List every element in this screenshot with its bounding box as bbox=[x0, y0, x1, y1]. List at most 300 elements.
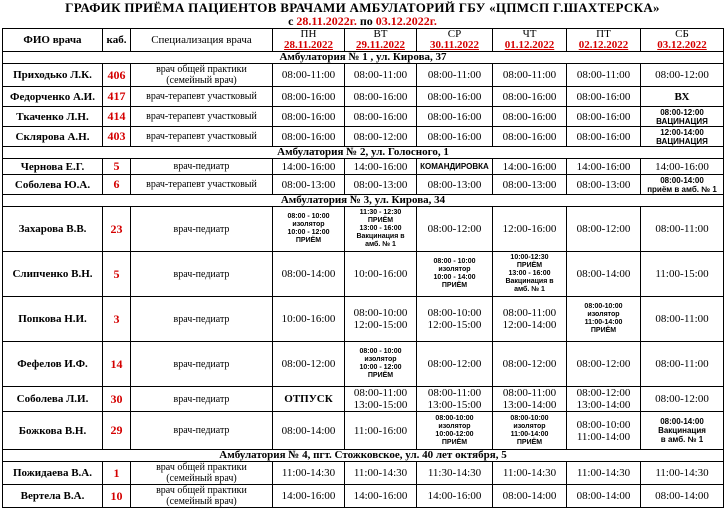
schedule-cell-5 bbox=[641, 462, 724, 485]
schedule-cell-0 bbox=[273, 159, 345, 175]
schedule-line: 11:30 - 12:30 bbox=[359, 209, 402, 216]
doctor-name: Склярова А.Н. bbox=[3, 127, 103, 147]
schedule-line: амб. № 1 bbox=[514, 286, 545, 293]
schedule-header bbox=[0, 0, 725, 28]
specialization-line: врач-терапевт участковый bbox=[146, 131, 257, 142]
schedule-cell-2 bbox=[417, 252, 493, 297]
schedule-time: 08:00-14:00 bbox=[281, 424, 336, 437]
schedule-line: изолятор bbox=[292, 221, 325, 228]
schedule-cell-3 bbox=[493, 127, 567, 147]
schedule-time: 08:00-14:00 bbox=[576, 268, 631, 280]
schedule-cell-4 bbox=[567, 387, 641, 412]
schedule-cell-4 bbox=[567, 297, 641, 342]
doctor-name: Божкова В.Н. bbox=[3, 412, 103, 450]
schedule-line: 13:00-15:00 bbox=[427, 399, 482, 411]
schedule-time: 11:00-14:30 bbox=[353, 467, 408, 479]
schedule-cell-1 bbox=[345, 252, 417, 297]
schedule-time: 08:00-11:00 bbox=[427, 69, 482, 81]
schedule-line: изолятор bbox=[438, 266, 471, 273]
section-row bbox=[3, 147, 724, 159]
schedule-time: 08:00-11:00 bbox=[655, 223, 709, 235]
schedule-cell-2 bbox=[417, 412, 493, 450]
schedule-cell-5 bbox=[641, 175, 724, 195]
schedule-cell-4 bbox=[567, 342, 641, 387]
specialization bbox=[131, 462, 273, 485]
doctor-name: Приходько Л.К. bbox=[3, 64, 103, 87]
doctor-row bbox=[3, 412, 724, 450]
schedule-time: 11:00-14:30 bbox=[576, 467, 631, 479]
doctor-name: Ткаченко Л.Н. bbox=[3, 107, 103, 127]
schedule-cell-1 bbox=[345, 207, 417, 252]
schedule-time: 14:00-16:00 bbox=[655, 160, 709, 173]
schedule-cell-3 bbox=[493, 387, 567, 412]
schedule-cell-2 bbox=[417, 175, 493, 195]
schedule-time: 08:00-13:00 bbox=[502, 178, 557, 191]
doctor-row bbox=[3, 485, 724, 508]
schedule-time: 08:00-16:00 bbox=[576, 110, 631, 123]
schedule-cell-4 bbox=[567, 462, 641, 485]
doctor-name: Фефелов И.Ф. bbox=[3, 342, 103, 387]
specialization bbox=[131, 412, 273, 450]
cabinet-number: 30 bbox=[103, 387, 131, 412]
schedule-cell-3 bbox=[493, 175, 567, 195]
schedule-time: 14:00-16:00 bbox=[281, 160, 336, 173]
schedule-time: 08:00-12:00 bbox=[576, 358, 631, 370]
schedule-cell-2 bbox=[417, 207, 493, 252]
schedule-cell-5 bbox=[641, 342, 724, 387]
schedule-line: 08:00-14:00 bbox=[660, 417, 704, 426]
schedule-cell-3 bbox=[493, 87, 567, 107]
schedule-time: ОТПУСК bbox=[284, 393, 333, 405]
doctor-name: Чернова Е.Г. bbox=[3, 159, 103, 175]
section-title: Амбулатория № 4, пгт. Стожковское, ул. 40 лет октября, 5 bbox=[3, 450, 724, 462]
cabinet-number: 414 bbox=[103, 107, 131, 127]
schedule-time: 08:00-16:00 bbox=[281, 90, 336, 103]
schedule-cell-4 bbox=[567, 127, 641, 147]
schedule-time: 08:00-13:00 bbox=[281, 178, 336, 191]
header-fio: ФИО врача bbox=[3, 29, 103, 52]
specialization-line: врач-педиатр bbox=[173, 161, 230, 172]
schedule-cell-1 bbox=[345, 462, 417, 485]
schedule-time: 08:00-16:00 bbox=[427, 130, 482, 143]
header-day-3: ЧТ 01.12.2022 bbox=[493, 29, 567, 52]
schedule-time: 08:00-11:00 bbox=[655, 313, 709, 325]
period-to: 03.12.2022г. bbox=[375, 14, 437, 28]
schedule-time: 08:00-16:00 bbox=[502, 130, 557, 143]
specialization-line: (семейный врач) bbox=[166, 496, 237, 507]
schedule-line: ПРИЁМ bbox=[516, 262, 543, 269]
schedule-line: 08:00-11:00 bbox=[353, 387, 408, 399]
schedule-cell-5 bbox=[641, 387, 724, 412]
schedule-line: 08:00-10:00 bbox=[510, 414, 549, 422]
header-cab: каб. bbox=[103, 29, 131, 52]
schedule-time: 08:00-11:00 bbox=[655, 358, 709, 370]
schedule-line: 08:00-10:00 bbox=[584, 303, 623, 310]
schedule-cell-5 bbox=[641, 207, 724, 252]
specialization-line: врач-терапевт участковый bbox=[146, 179, 257, 190]
schedule-cell-4 bbox=[567, 175, 641, 195]
schedule-cell-0 bbox=[273, 297, 345, 342]
cabinet-number: 10 bbox=[103, 485, 131, 508]
doctor-row bbox=[3, 462, 724, 485]
specialization-line: врач-педиатр bbox=[173, 425, 230, 436]
cabinet-number: 406 bbox=[103, 64, 131, 87]
specialization-line: (семейный врач) bbox=[166, 75, 237, 86]
schedule-cell-3 bbox=[493, 159, 567, 175]
schedule-cell-2 bbox=[417, 342, 493, 387]
schedule-time: 08:00-16:00 bbox=[427, 90, 482, 103]
schedule-time: 08:00-12:00 bbox=[655, 393, 709, 405]
doctor-row bbox=[3, 252, 724, 297]
schedule-line: 13:00 - 16:00 bbox=[359, 225, 402, 232]
schedule-line: 10:00 - 14:00 bbox=[433, 274, 476, 281]
schedule-cell-4 bbox=[567, 159, 641, 175]
schedule-cell-3 bbox=[493, 462, 567, 485]
schedule-line: ПРИЁМ bbox=[295, 237, 322, 244]
doctor-row bbox=[3, 342, 724, 387]
schedule-line: 10:00-12:00 bbox=[435, 430, 474, 438]
schedule-line: ПРИЁМ bbox=[367, 372, 394, 379]
schedule-line: 08:00-11:00 bbox=[502, 387, 557, 399]
schedule-time: 08:00-12:00 bbox=[281, 358, 336, 370]
schedule-time: 08:00-13:00 bbox=[576, 178, 631, 191]
specialization-line: врач-педиатр bbox=[173, 268, 230, 280]
cabinet-number: 23 bbox=[103, 207, 131, 252]
specialization bbox=[131, 342, 273, 387]
schedule-line: приём в амб. № 1 bbox=[647, 184, 717, 194]
schedule-cell-1 bbox=[345, 87, 417, 107]
specialization-line: врач общей практики bbox=[156, 462, 247, 473]
schedule-time: КОМАНДИРОВКА bbox=[420, 162, 489, 171]
schedule-cell-4 bbox=[567, 207, 641, 252]
schedule-line: Вакцинация bbox=[658, 426, 706, 435]
header-row bbox=[3, 29, 724, 52]
schedule-line: 08:00-14:00 bbox=[660, 175, 704, 185]
schedule-time: 08:00-12:00 bbox=[427, 223, 482, 235]
schedule-line: 13:00-14:00 bbox=[502, 399, 557, 411]
schedule-time: 08:00-11:00 bbox=[281, 69, 336, 81]
doctor-name: Захарова В.В. bbox=[3, 207, 103, 252]
schedule-cell-0 bbox=[273, 175, 345, 195]
schedule-cell-5 bbox=[641, 485, 724, 508]
specialization bbox=[131, 207, 273, 252]
schedule-time: 08:00-11:00 bbox=[576, 69, 631, 81]
schedule-cell-2 bbox=[417, 107, 493, 127]
specialization-line: (семейный врач) bbox=[166, 473, 237, 484]
schedule-time: 10:00-16:00 bbox=[281, 313, 336, 325]
schedule-cell-1 bbox=[345, 342, 417, 387]
schedule-line: изолятор bbox=[364, 356, 397, 363]
schedule-cell-2 bbox=[417, 87, 493, 107]
schedule-cell-0 bbox=[273, 387, 345, 412]
period-line bbox=[0, 15, 725, 28]
schedule-cell-1 bbox=[345, 297, 417, 342]
schedule-time: 10:00-16:00 bbox=[353, 268, 408, 280]
specialization-line: врач-терапевт участковый bbox=[146, 91, 257, 102]
specialization bbox=[131, 159, 273, 175]
schedule-cell-5 bbox=[641, 107, 724, 127]
schedule-line: 08:00-12:00 bbox=[576, 387, 631, 399]
doctor-name: Соболева Ю.А. bbox=[3, 175, 103, 195]
schedule-line: 12:00-14:00 bbox=[660, 127, 704, 137]
schedule-cell-1 bbox=[345, 485, 417, 508]
schedule-line: 10:00 - 12:00 bbox=[287, 229, 330, 236]
specialization-line: врач общей практики bbox=[156, 64, 247, 75]
specialization bbox=[131, 297, 273, 342]
section-title: Амбулатория № 3, ул. Кирова, 34 bbox=[3, 195, 724, 207]
schedule-cell-5 bbox=[641, 87, 724, 107]
schedule-line: 11:00-14:00 bbox=[576, 430, 631, 443]
schedule-time: 08:00-12:00 bbox=[655, 69, 709, 81]
schedule-time: 08:00-16:00 bbox=[427, 110, 482, 123]
schedule-line: ПРИЁМ bbox=[367, 217, 394, 224]
schedule-cell-2 bbox=[417, 485, 493, 508]
schedule-cell-0 bbox=[273, 207, 345, 252]
schedule-time: 08:00-16:00 bbox=[353, 90, 408, 103]
schedule-line: ПРИЁМ bbox=[441, 282, 468, 289]
schedule-cell-4 bbox=[567, 252, 641, 297]
schedule-cell-2 bbox=[417, 297, 493, 342]
schedule-cell-3 bbox=[493, 297, 567, 342]
header-day-2: СР 30.11.2022 bbox=[417, 29, 493, 52]
schedule-cell-1 bbox=[345, 107, 417, 127]
header-day-4: ПТ 02.12.2022 bbox=[567, 29, 641, 52]
schedule-cell-5 bbox=[641, 64, 724, 87]
schedule-cell-4 bbox=[567, 485, 641, 508]
schedule-line: 10:00-12:30 bbox=[510, 254, 549, 261]
schedule-line: 08:00-11:00 bbox=[502, 307, 557, 319]
schedule-line: 13:00-15:00 bbox=[353, 399, 408, 411]
schedule-time: 11:00-14:30 bbox=[502, 467, 557, 479]
section-row bbox=[3, 52, 724, 64]
specialization bbox=[131, 252, 273, 297]
schedule-time: 08:00-13:00 bbox=[427, 178, 482, 191]
schedule-cell-1 bbox=[345, 127, 417, 147]
schedule-time: 08:00-13:00 bbox=[353, 178, 408, 191]
cabinet-number: 6 bbox=[103, 175, 131, 195]
cabinet-number: 1 bbox=[103, 462, 131, 485]
schedule-line: 12:00-14:00 bbox=[502, 319, 557, 331]
schedule-time: 11:00-16:00 bbox=[353, 424, 408, 437]
schedule-cell-4 bbox=[567, 107, 641, 127]
schedule-cell-0 bbox=[273, 127, 345, 147]
specialization-line: врач-педиатр bbox=[173, 313, 230, 325]
schedule-cell-5 bbox=[641, 127, 724, 147]
schedule-line: 08:00 - 10:00 bbox=[359, 348, 402, 355]
schedule-time: 14:00-16:00 bbox=[353, 490, 408, 502]
header-spec: Специализация врача bbox=[131, 29, 273, 52]
cabinet-number: 14 bbox=[103, 342, 131, 387]
doctor-name: Вертела В.А. bbox=[3, 485, 103, 508]
doctor-row bbox=[3, 64, 724, 87]
period-to-label: по bbox=[359, 14, 373, 28]
schedule-line: изолятор bbox=[587, 311, 620, 318]
schedule-cell-0 bbox=[273, 252, 345, 297]
specialization-line: врач-педиатр bbox=[173, 358, 230, 370]
header-day-5: СБ 03.12.2022 bbox=[641, 29, 724, 52]
schedule-cell-3 bbox=[493, 207, 567, 252]
schedule-body bbox=[3, 52, 724, 508]
schedule-time: 14:00-16:00 bbox=[427, 490, 482, 502]
schedule-line: Вакцинация в bbox=[356, 233, 405, 240]
doctor-row bbox=[3, 107, 724, 127]
period-from-label: с bbox=[288, 14, 294, 28]
specialization bbox=[131, 87, 273, 107]
schedule-line: ПРИЁМ bbox=[441, 438, 468, 446]
schedule-line: 11:00-14:00 bbox=[584, 319, 623, 326]
doctor-name: Федорченко А.И. bbox=[3, 87, 103, 107]
specialization bbox=[131, 485, 273, 508]
section-row bbox=[3, 450, 724, 462]
schedule-time: 08:00-16:00 bbox=[502, 90, 557, 103]
schedule-line: 08:00-10:00 bbox=[576, 418, 631, 431]
schedule-line: изолятор bbox=[438, 422, 471, 430]
schedule-time: 08:00-16:00 bbox=[281, 130, 336, 143]
schedule-line: 08:00 - 10:00 bbox=[287, 213, 330, 220]
schedule-cell-5 bbox=[641, 297, 724, 342]
schedule-time: 08:00-16:00 bbox=[576, 130, 631, 143]
schedule-time: 14:00-16:00 bbox=[502, 160, 557, 173]
schedule-time: 11:00-14:30 bbox=[281, 467, 336, 479]
schedule-cell-2 bbox=[417, 387, 493, 412]
page-title: ГРАФИК ПРИЁМА ПАЦИЕНТОВ ВРАЧАМИ АМБУЛАТОРИЙ ГБУ «ЦПМСП Г.ШАХТЕРСКА» bbox=[65, 0, 660, 15]
schedule-cell-1 bbox=[345, 387, 417, 412]
schedule-time: 08:00-14:00 bbox=[655, 490, 709, 502]
schedule-time: 08:00-16:00 bbox=[353, 110, 408, 123]
schedule-cell-2 bbox=[417, 64, 493, 87]
schedule-cell-0 bbox=[273, 412, 345, 450]
doctor-row bbox=[3, 297, 724, 342]
schedule-line: 08:00 - 10:00 bbox=[433, 258, 476, 265]
cabinet-number: 5 bbox=[103, 252, 131, 297]
doctor-name: Попкова Н.И. bbox=[3, 297, 103, 342]
schedule-cell-2 bbox=[417, 159, 493, 175]
schedule-time: 11:30-14:30 bbox=[427, 467, 482, 479]
schedule-cell-3 bbox=[493, 342, 567, 387]
doctor-name: Соболева Л.И. bbox=[3, 387, 103, 412]
schedule-cell-4 bbox=[567, 87, 641, 107]
schedule-cell-0 bbox=[273, 485, 345, 508]
schedule-line: 08:00-12:00 bbox=[660, 107, 704, 117]
schedule-line: Вакцинация в bbox=[505, 278, 554, 285]
schedule-time: 14:00-16:00 bbox=[576, 160, 631, 173]
schedule-time: 08:00-14:00 bbox=[502, 490, 557, 502]
schedule-time: 12:00-16:00 bbox=[502, 223, 557, 235]
schedule-time: 08:00-11:00 bbox=[502, 69, 557, 81]
header-day-0: ПН 28.11.2022 bbox=[273, 29, 345, 52]
schedule-cell-5 bbox=[641, 252, 724, 297]
cabinet-number: 29 bbox=[103, 412, 131, 450]
schedule-cell-2 bbox=[417, 462, 493, 485]
schedule-time: 08:00-14:00 bbox=[576, 490, 631, 502]
header-day-1: ВТ 29.11.2022 bbox=[345, 29, 417, 52]
schedule-time: 08:00-11:00 bbox=[353, 69, 408, 81]
schedule-line: 08:00-10:00 bbox=[353, 307, 408, 319]
specialization bbox=[131, 387, 273, 412]
schedule-time: 08:00-12:00 bbox=[353, 130, 408, 143]
doctor-row bbox=[3, 207, 724, 252]
schedule-cell-5 bbox=[641, 412, 724, 450]
schedule-cell-2 bbox=[417, 127, 493, 147]
schedule-line: в амб. № 1 bbox=[660, 435, 704, 444]
schedule-cell-1 bbox=[345, 412, 417, 450]
specialization-line: врач-педиатр bbox=[173, 393, 230, 405]
schedule-time: 08:00-16:00 bbox=[281, 110, 336, 123]
schedule-line: 08:00-10:00 bbox=[435, 414, 474, 422]
schedule-line: амб. № 1 bbox=[365, 241, 396, 248]
schedule-line: 12:00-15:00 bbox=[427, 319, 482, 331]
schedule-line: 11:00-14:00 bbox=[510, 430, 549, 438]
schedule-time: 08:00-12:00 bbox=[427, 358, 482, 370]
schedule-cell-3 bbox=[493, 64, 567, 87]
section-title: Амбулатория № 2, ул. Голосного, 1 bbox=[3, 147, 724, 159]
schedule-time: ВХ bbox=[674, 90, 690, 103]
schedule-cell-1 bbox=[345, 175, 417, 195]
schedule-time: 14:00-16:00 bbox=[353, 160, 408, 173]
schedule-cell-0 bbox=[273, 87, 345, 107]
schedule-time: 11:00-14:30 bbox=[655, 467, 709, 479]
schedule-cell-3 bbox=[493, 107, 567, 127]
specialization bbox=[131, 107, 273, 127]
schedule-cell-0 bbox=[273, 462, 345, 485]
doctor-row bbox=[3, 175, 724, 195]
specialization bbox=[131, 175, 273, 195]
schedule-line: ВАЦИНАЦИЯ bbox=[656, 136, 708, 146]
doctor-name: Слипченко В.Н. bbox=[3, 252, 103, 297]
schedule-time: 08:00-16:00 bbox=[502, 110, 557, 123]
doctor-row bbox=[3, 387, 724, 412]
schedule-cell-0 bbox=[273, 342, 345, 387]
schedule-line: 10:00 - 12:00 bbox=[359, 364, 402, 371]
schedule-line: 08:00-10:00 bbox=[427, 307, 482, 319]
schedule-time: 08:00-12:00 bbox=[576, 223, 631, 235]
schedule-cell-1 bbox=[345, 159, 417, 175]
schedule-line: ВАЦИНАЦИЯ bbox=[656, 116, 708, 126]
period-from: 28.11.2022г. bbox=[296, 14, 357, 28]
schedule-line: 12:00-15:00 bbox=[353, 319, 408, 331]
section-title: Амбулатория № 1 , ул. Кирова, 37 bbox=[3, 52, 724, 64]
schedule-time: 11:00-15:00 bbox=[655, 268, 709, 280]
specialization-line: врач общей практики bbox=[156, 485, 247, 496]
schedule-time: 14:00-16:00 bbox=[281, 490, 336, 502]
doctor-row bbox=[3, 87, 724, 107]
specialization bbox=[131, 64, 273, 87]
schedule-cell-4 bbox=[567, 412, 641, 450]
cabinet-number: 5 bbox=[103, 159, 131, 175]
schedule-line: изолятор bbox=[513, 422, 546, 430]
schedule-line: ПРИЁМ bbox=[516, 438, 543, 446]
specialization-line: врач-педиатр bbox=[173, 223, 230, 235]
schedule-line: 08:00-11:00 bbox=[427, 387, 482, 399]
cabinet-number: 3 bbox=[103, 297, 131, 342]
schedule-line: ПРИЁМ bbox=[590, 327, 617, 334]
schedule-cell-5 bbox=[641, 159, 724, 175]
doctor-row bbox=[3, 127, 724, 147]
schedule-cell-3 bbox=[493, 412, 567, 450]
specialization-line: врач-терапевт участковый bbox=[146, 111, 257, 122]
cabinet-number: 403 bbox=[103, 127, 131, 147]
specialization bbox=[131, 127, 273, 147]
section-row bbox=[3, 195, 724, 207]
schedule-cell-1 bbox=[345, 64, 417, 87]
schedule-cell-0 bbox=[273, 64, 345, 87]
schedule-cell-3 bbox=[493, 485, 567, 508]
schedule-cell-0 bbox=[273, 107, 345, 127]
doctor-name: Пожидаева В.А. bbox=[3, 462, 103, 485]
schedule-line: 13:00 - 16:00 bbox=[508, 270, 551, 277]
schedule-line: 13:00-14:00 bbox=[576, 399, 631, 411]
doctor-row bbox=[3, 159, 724, 175]
